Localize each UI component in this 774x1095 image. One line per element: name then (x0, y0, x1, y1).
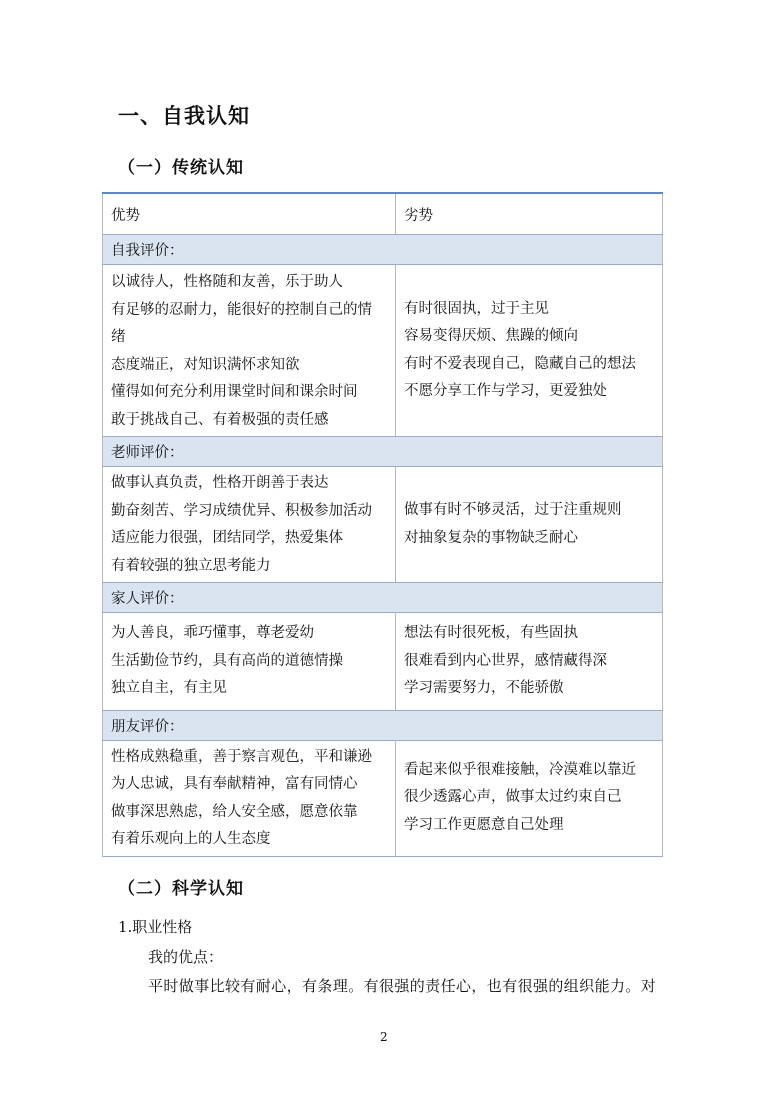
list-item: 敢于挑战自己、有着极强的责任感 (111, 411, 329, 428)
cell-self-strengths (103, 265, 396, 437)
cell-family-strengths (103, 613, 396, 711)
list-item: 有着较强的独立思考能力 (111, 557, 271, 574)
list-item: 适应能力很强，团结同学，热爱集体 (111, 530, 343, 546)
list-item: 态度端正，对知识满怀求知欲 (111, 356, 300, 373)
column-header-weaknesses: 劣势 (396, 193, 663, 235)
list-item: 懂得如何充分利用课堂时间和课余时间 (111, 384, 358, 400)
list-item: 有着乐观向上的人生态度 (111, 831, 271, 847)
my-strengths-label: 我的优点： (148, 948, 224, 966)
table-row-family (103, 613, 663, 711)
list-item: 学习需要努力，不能骄傲 (404, 680, 564, 696)
list-item: 对抽象复杂的事物缺乏耐心 (404, 529, 578, 546)
section-label-teacher: 老师评价： (103, 437, 663, 467)
section-label-friends: 朋友评价： (103, 710, 663, 740)
table-header-row (103, 193, 663, 235)
item-heading-career-personality: 1.职业性格 (118, 918, 193, 936)
list-item: 学习工作更愿意自己处理 (404, 816, 564, 833)
table-row-teacher (103, 467, 663, 583)
table-row-self (103, 265, 663, 437)
section-row-self (103, 235, 663, 265)
subsection-heading-scientific: （二）科学认知 (118, 879, 244, 899)
list-item: 想法有时很死板，有些固执 (404, 625, 578, 641)
list-item: 容易变得厌烦、焦躁的倾向 (404, 328, 578, 344)
section-row-friends (103, 710, 663, 740)
list-item: 有时很固执，过于主见 (404, 300, 549, 317)
list-item: 做事认真负责，性格开朗善于表达 (111, 475, 329, 491)
cell-friends-strengths (103, 740, 396, 856)
list-item: 独立自主，有主见 (111, 680, 227, 696)
section-label-family: 家人评价： (103, 583, 663, 613)
list-item: 为人善良，乖巧懂事，尊老爱幼 (111, 625, 314, 641)
evaluation-table (102, 192, 663, 857)
section-row-family (103, 583, 663, 613)
list-item: 很难看到内心世界，感情藏得深 (404, 652, 607, 669)
list-item: 做事有时不够灵活，过于注重规则 (404, 502, 622, 518)
body-paragraph: 平时做事比较有耐心，有条理。有很强的责任心，也有很强的组织能力。对 (148, 977, 657, 995)
cell-teacher-strengths (103, 467, 396, 583)
section-row-teacher (103, 437, 663, 467)
cell-family-weaknesses (396, 613, 663, 711)
table-row-friends (103, 740, 663, 856)
cell-teacher-weaknesses (396, 467, 663, 583)
list-item: 性格成熟稳重，善于察言观色，平和谦逊 (111, 748, 372, 765)
list-item: 绪 (111, 329, 126, 345)
column-header-strengths: 优势 (103, 193, 396, 235)
section-label-self: 自我评价： (103, 235, 663, 265)
list-item: 以诚待人，性格随和友善，乐于助人 (111, 274, 343, 290)
cell-self-weaknesses (396, 265, 663, 437)
cell-friends-weaknesses (396, 740, 663, 856)
list-item: 勤奋刻苦、学习成绩优异、积极参加活动 (111, 502, 372, 519)
list-item: 做事深思熟虑，给人安全感，愿意依靠 (111, 803, 358, 820)
section-heading: 一、自我认知 (118, 104, 250, 128)
list-item: 为人忠诚，具有奉献精神，富有同情心 (111, 776, 358, 792)
list-item: 看起来似乎很难接触，冷漠难以靠近 (404, 761, 636, 778)
list-item: 生活勤俭节约，具有高尚的道德情操 (111, 652, 343, 669)
list-item: 不愿分享工作与学习，更爱独处 (404, 383, 607, 399)
list-item: 有时不爱表现自己，隐藏自己的想法 (404, 355, 636, 372)
list-item: 很少透露心声，做事太过约束自己 (404, 789, 622, 806)
list-item: 有足够的忍耐力，能很好的控制自己的情 (111, 301, 372, 318)
subsection-heading-traditional: （一）传统认知 (118, 158, 244, 178)
page-number: 2 (380, 1030, 388, 1044)
